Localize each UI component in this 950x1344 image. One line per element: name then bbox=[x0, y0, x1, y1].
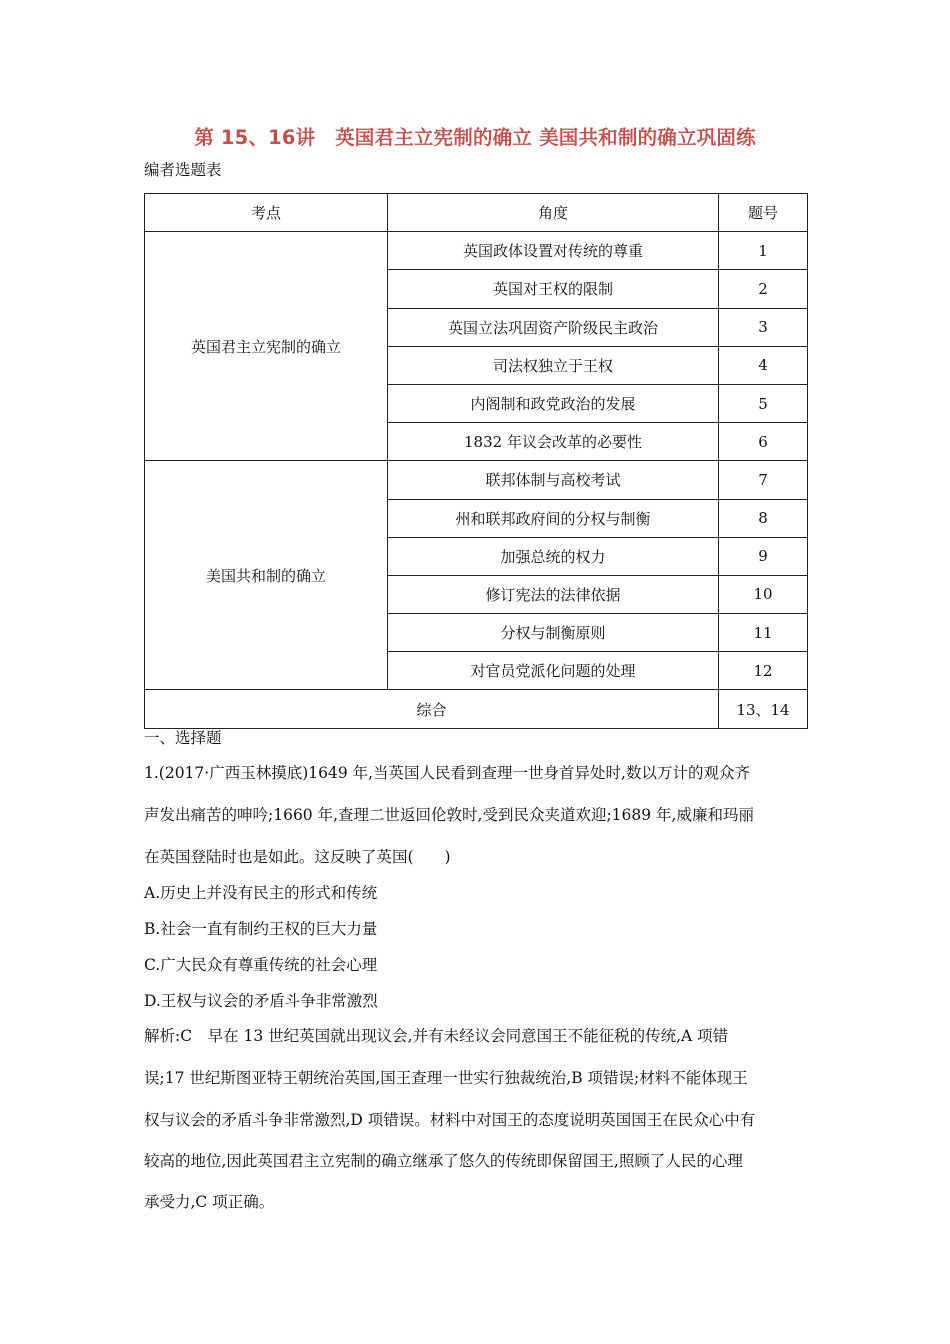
number-cell: 1 bbox=[719, 232, 808, 270]
angle-cell: 州和联邦政府间的分权与制衡 bbox=[388, 499, 719, 537]
topic-selection-table bbox=[144, 193, 808, 729]
angle-cell: 1832 年议会改革的必要性 bbox=[388, 423, 719, 461]
angle-cell: 英国立法巩固资产阶级民主政治 bbox=[388, 308, 719, 346]
angle-cell: 加强总统的权力 bbox=[388, 537, 719, 575]
topic-cell: 英国君主立宪制的确立 bbox=[145, 232, 388, 461]
summary-label: 综合 bbox=[145, 690, 719, 728]
option-b: B.社会一直有制约王权的巨大力量 bbox=[144, 920, 378, 938]
number-cell: 9 bbox=[719, 537, 808, 575]
angle-cell: 司法权独立于王权 bbox=[388, 346, 719, 384]
angle-cell: 对官员党派化问题的处理 bbox=[388, 652, 719, 690]
table-row bbox=[145, 232, 808, 270]
option-d: D.王权与议会的矛盾斗争非常激烈 bbox=[144, 992, 378, 1010]
number-cell: 8 bbox=[719, 499, 808, 537]
number-cell: 4 bbox=[719, 346, 808, 384]
question-line: 声发出痛苦的呻吟;1660 年,查理二世返回伦敦时,受到民众夹道欢迎;1689 年,威廉和玛丽 bbox=[144, 806, 754, 824]
option-c: C.广大民众有尊重传统的社会心理 bbox=[144, 956, 378, 974]
number-cell: 7 bbox=[719, 461, 808, 499]
angle-cell: 英国对王权的限制 bbox=[388, 270, 719, 308]
analysis-line: 承受力,C 项正确。 bbox=[144, 1193, 275, 1211]
header-topic: 考点 bbox=[145, 194, 388, 232]
table-header-row bbox=[145, 194, 808, 232]
number-cell: 12 bbox=[719, 652, 808, 690]
analysis-line: 解析:C 早在 13 世纪英国就出现议会,并有未经议会同意国王不能征税的传统,A 项错 bbox=[144, 1027, 729, 1045]
number-cell: 5 bbox=[719, 384, 808, 422]
table-row bbox=[145, 461, 808, 499]
number-cell: 6 bbox=[719, 423, 808, 461]
section-heading: 一、选择题 bbox=[144, 729, 222, 747]
angle-cell: 分权与制衡原则 bbox=[388, 614, 719, 652]
angle-cell: 联邦体制与高校考试 bbox=[388, 461, 719, 499]
angle-cell: 修订宪法的法律依据 bbox=[388, 575, 719, 613]
page-title: 第 15、16讲 英国君主立宪制的确立 美国共和制的确立巩固练 bbox=[194, 126, 756, 149]
header-angle: 角度 bbox=[388, 194, 719, 232]
header-number: 题号 bbox=[719, 194, 808, 232]
analysis-line: 误;17 世纪斯图亚特王朝统治英国,国王查理一世实行独裁统治,B 项错误;材料不能体现王 bbox=[144, 1069, 748, 1087]
summary-row bbox=[145, 690, 808, 728]
analysis-line: 权与议会的矛盾斗争非常激烈,D 项错误。材料中对国王的态度说明英国国王在民众心中有 bbox=[144, 1111, 756, 1129]
number-cell: 10 bbox=[719, 575, 808, 613]
angle-cell: 内阁制和政党政治的发展 bbox=[388, 384, 719, 422]
question-line: 在英国登陆时也是如此。这反映了英国( ) bbox=[144, 848, 451, 866]
number-cell: 11 bbox=[719, 614, 808, 652]
angle-cell: 英国政体设置对传统的尊重 bbox=[388, 232, 719, 270]
number-cell: 2 bbox=[719, 270, 808, 308]
number-cell: 3 bbox=[719, 308, 808, 346]
question-line: 1.(2017·广西玉林摸底)1649 年,当英国人民看到查理一世身首异处时,数以万计的观众齐 bbox=[144, 764, 750, 782]
analysis-line: 较高的地位,因此英国君主立宪制的确立继承了悠久的传统即保留国王,照顾了人民的心理 bbox=[144, 1152, 743, 1170]
option-a: A.历史上并没有民主的形式和传统 bbox=[144, 884, 378, 902]
table-caption: 编者选题表 bbox=[144, 161, 222, 179]
summary-number: 13、14 bbox=[719, 690, 808, 728]
topic-cell: 美国共和制的确立 bbox=[145, 461, 388, 690]
